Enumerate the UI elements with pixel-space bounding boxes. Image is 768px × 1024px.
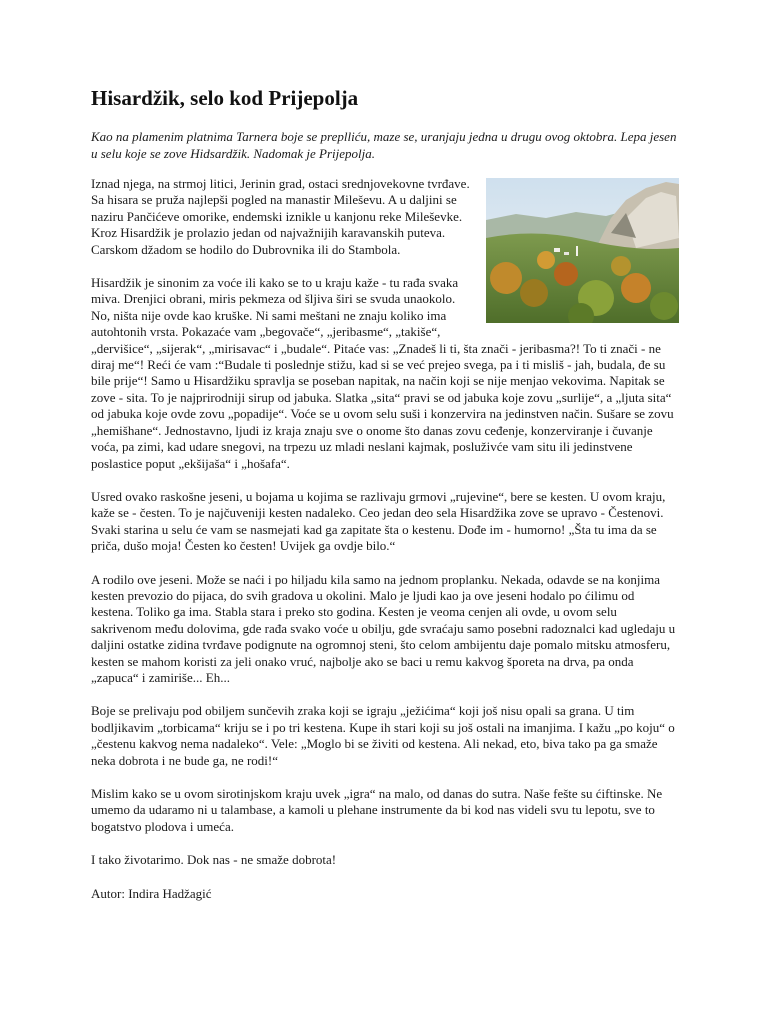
paragraph: Iznad njega, na strmoj litici, Jerinin grad, ostaci srednjovekovne tvrđave. Sa hisara se pruža najlepši pogled na manastir Mileševu. A u daljini se naziru Pančićeve omorike, endemski iznikle u kanjonu reke Mileševke. Kroz Hisardžik je prolazio jedan od najvažnijih karavanskih puteva. Carskom džadom se hodilo do Dubrovnika ili do Stambola. bbox=[91, 176, 470, 257]
paragraph: A rodilo ove jeseni. Može se naći i po hiljadu kila samo na jednom proplanku. Nekada, odavde se na konjima kesten prevozio do pijaca, do svih gradova u okolini. Malo je ljudi kao ja ove jeseni hodalo po ćilimu od kestena. Toliko ga ima. Stabla stara i preko sto godina. Kesten je veoma cenjen ali ovde, u ovom selu sakrivenom među dolovima, gde rađa svako voće u obilju, gde svraćaju samo posebni radoznalci kad ugledaju u daljini ostatke zidina tvrđave podignute na ogromnoj steni, što celom ambijentu daje pomalo mitsku atmosferu, kesten se mahom koristi za jeli onako vruć, najbolje ako se baci u remu kakvog šporeta na drva, pa onda „zapuca“ i zamiriše... Eh... bbox=[91, 571, 676, 685]
article bbox=[91, 84, 679, 902]
article-lead: Kao na plamenim platnima Tarnera boje se preplliću, maze se, uranjaju jedna u drugu ovog oktobra. Lepa jesen u selu koje se zove Hidsardžik. Nadomak je Prijepolja. bbox=[91, 129, 677, 161]
paragraph: Boje se prelivaju pod obiljem sunčevih zraka koji se igraju „ježićima“ koji još nisu opali sa grana. U tim bodljikavim „torbicama“ kriju se i po tri kestena. Kupe ih stari koji su još ostali na imanjima. I kažu „po koju“ o „čestenu kakvog nema nadaleko“. Vele: „Moglo bi se živiti od kestena. Ali nekad, eto, biva tako pa ga smaže neka dobrota i ne bude ga, ne rodi!“ bbox=[91, 703, 675, 768]
article-title: Hisardžik, selo kod Prijepolja bbox=[91, 86, 359, 110]
paragraph: Hisardžik je sinonim za voće ili kako se to u kraju kaže - tu rađa svaka miva. Drenjici obrani, miris pekmeza od šljiva širi se svuda unaokolo. No, ništa nije ovde kao kruške. Ni sami meštani ne znaju koliko ima autohtonih vrsta. Pokazaće vam „begovače“, „jeribasme“, „takiše“, „dervišice“, „sijerak“, „mirisavac“ i „budale“. Pitaće vas: „Znadeš li ti, šta znači - jeribasma?! To ti znači - ne diraj me“! Reći će vam :“Budale ti poslednje stižu, kad si se već prejeo svega, pa i ti misliš - jah, budala, đe su bile prije“! Samo u Hisardžiku spravlja se poseban napitak, na način koji se nije menjao vekovima. Napitak se zove - sita. To je najprirodniji sirup od jabuka. Slatka „sita“ pravi se od jabuka koje zovu „surlije“, a „ljuta sita“ od jabuka koje ovde zovu „popadije“. Voće se u ovom selu suši i konzervira na jedinstven način. Sušare se zovu „hemišhane“. Jednostavno, ljudi iz kraja znaju sve o onome što danas zovu ceđenje, konzerviranje i čuvanje voća, pa zimi, kad udare snegovi, na trpezu uz mladi neslani kajmak, posluživće vam situ ili jedinstvene poslastice poput „ekšijaša“ i „hošafa“. bbox=[91, 275, 674, 471]
article-author: Autor: Indira Hadžagić bbox=[91, 885, 212, 901]
paragraph: Mislim kako se u ovom sirotinjskom kraju uvek „igra“ na malo, od danas do sutra. Naše fešte su ćiftinske. Ne umemo da udaramo ni u talambase, a kamoli u plehane instrumente da bi kod nas videli svu tu lepotu, sve to bogatstvo plodova i umeća. bbox=[91, 786, 663, 834]
paragraph: Usred ovako raskošne jeseni, u bojama u kojima se razlivaju grmovi „rujevine“, bere se kesten. U ovom kraju, kaže se - česten. To je najčuveniji kesten nadaleko. Ceo jedan deo sela Hisardžika zove se upravo - Čestenovi. Svaki starina u selu će vam se nasmejati kad ga zapitate šta o kestenu. Dođe im - humorno! „Šta tu ima da se priča, dušo moja! Česten ko česten! Uvijek ga ovdje bilo.“ bbox=[91, 488, 666, 554]
landscape-photo bbox=[486, 178, 679, 323]
paragraph: I tako životarimo. Dok nas - ne smaže dobrota! bbox=[91, 852, 337, 868]
